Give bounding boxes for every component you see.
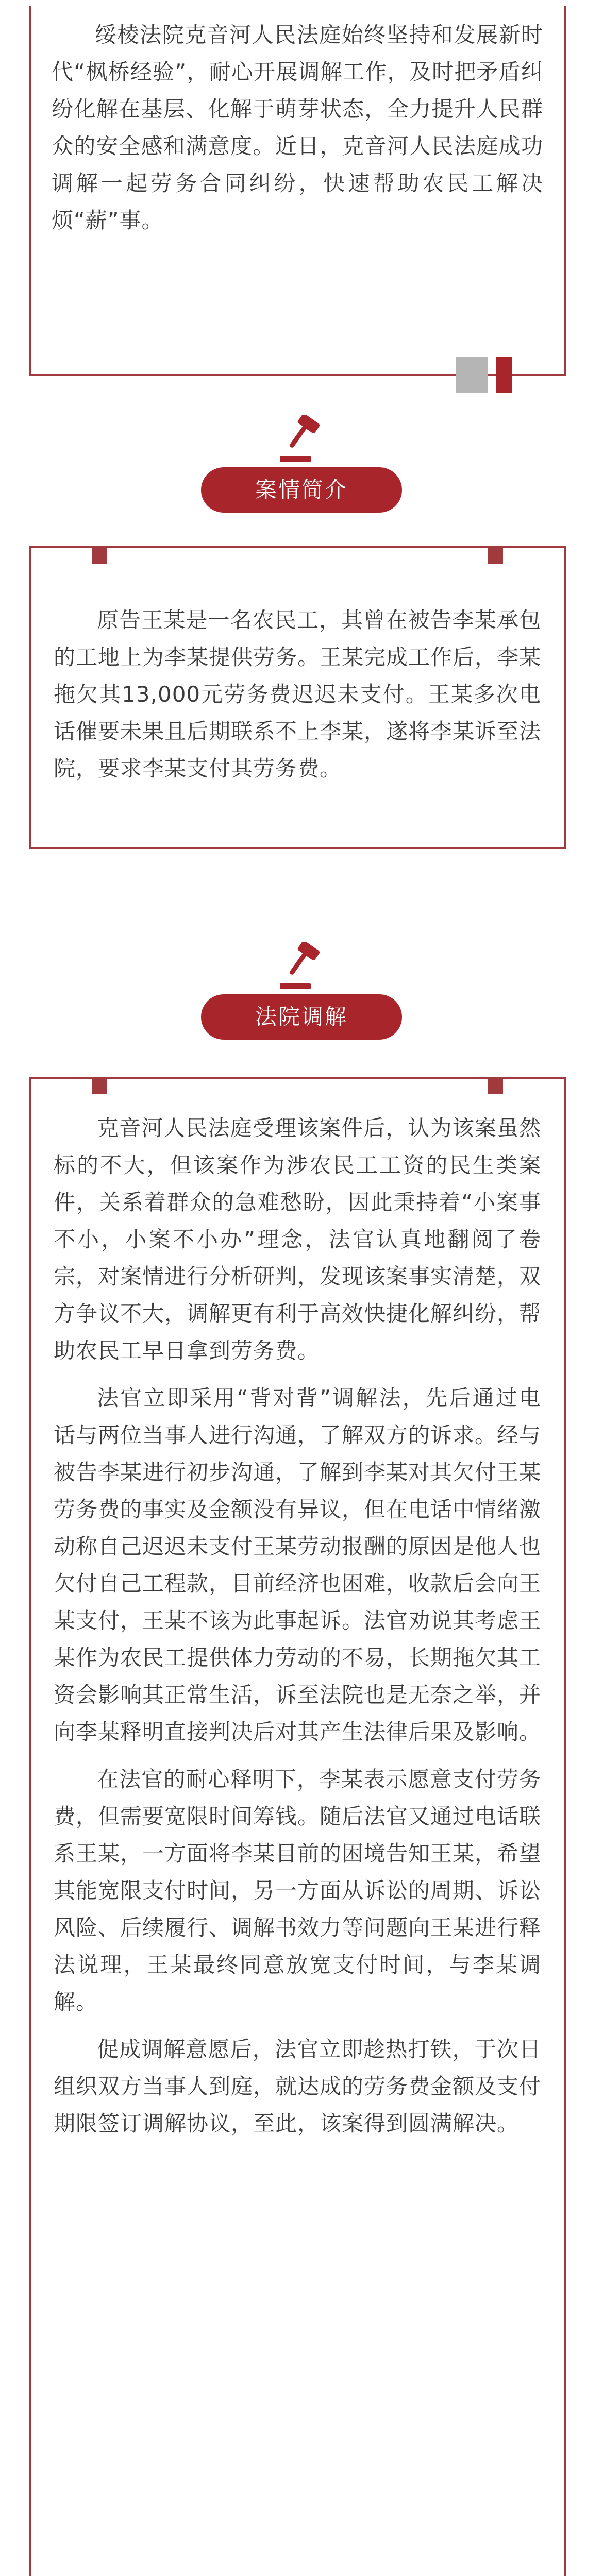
mediation-paragraph-4: 促成调解意愿后，法官立即趁热打铁，于次日组织双方当事人到庭，就达成的劳务费金额及支付期限签订调解协议，至此，该案得到圆满解决。 [54, 2037, 542, 2136]
case-box [29, 546, 566, 849]
box-tab-left [92, 546, 107, 564]
intro-box [29, 6, 566, 376]
gavel-icon [276, 942, 327, 993]
case-paragraph: 原告王某是一名农民工，其曾在被告李某承包的工地上为李某提供劳务。王某完成工作后，李某拖欠其13,000元劳务费迟迟未支付。王某多次电话催要未果且后期联系不上李某，遂将李某诉至法院，要求李某支付其劳务费。 [54, 607, 542, 781]
box-tab-right [488, 546, 503, 564]
section-header-mediation [0, 931, 603, 1045]
section-header-case [0, 404, 603, 518]
mediation-paragraph-3: 在法官的耐心释明下，李某表示愿意支付劳务费，但需要宽限时间筹钱。随后法官又通过电话联系王某，一方面将李某目前的困境告知王某，希望其能宽限支付时间，另一方面从诉讼的周期、诉讼风险、后续履行、调解书效力等问题向王某进行释法说理，王某最终同意放宽支付时间，与李某调解。 [54, 1767, 542, 2014]
section-title-case: 案情简介 [201, 467, 402, 513]
red-square [496, 357, 512, 393]
box-tab-left [92, 1077, 107, 1094]
mediation-paragraph-1: 克音河人民法庭受理该案件后，认为该案虽然标的不大，但该案作为涉农民工工资的民生类案件，关系着群众的急难愁盼，因此秉持着“小案事不小，小案不小办”理念，法官认真地翻阅了卷宗，对案情进行分析研判，发现该案事实清楚，双方争议不大，调解更有利于高效快捷化解纠纷，帮助农民工早日拿到劳务费。 [54, 1115, 542, 1363]
mediation-box [29, 1077, 566, 2576]
intro-paragraph: 绥棱法院克音河人民法庭始终坚持和发展新时代“枫桥经验”，耐心开展调解工作，及时把矛盾纠纷化解在基层、化解于萌芽状态，全力提升人民群众的安全感和满意度。近日，克音河人民法庭成功调解一起劳务合同纠纷，快速帮助农民工解决烦“薪”事。 [52, 22, 543, 233]
box-tab-right [488, 1077, 503, 1094]
section-title-mediation: 法院调解 [201, 994, 402, 1040]
gray-square [456, 357, 488, 393]
gavel-icon [276, 415, 327, 466]
mediation-paragraph-2: 法官立即采用“背对背”调解法，先后通过电话与两位当事人进行沟通，了解双方的诉求。经与被告李某进行初步沟通，了解到李某对其欠付王某劳务费的事实及金额没有异议，但在电话中情绪激动称自己迟迟未支付王某劳动报酬的原因是他人也欠付自己工程款，目前经济也困难，收款后会向王某支付，王某不该为此事起诉。法官劝说其考虑王某作为农民工提供体力劳动的不易，长期拖欠其工资会影响其正常生活，诉至法院也是无奈之举，并向李某释明直接判决后对其产生法律后果及影响。 [54, 1385, 542, 1744]
